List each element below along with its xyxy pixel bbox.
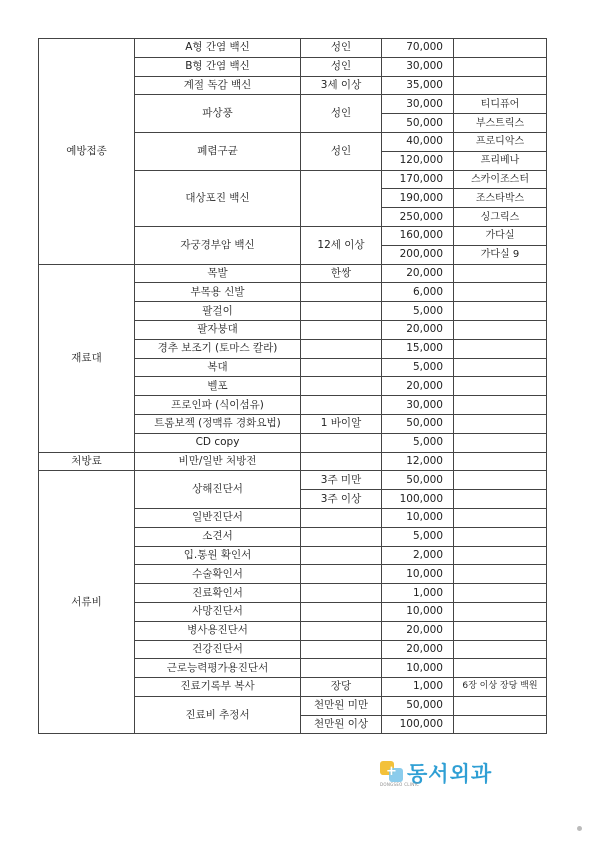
table-row (39, 264, 547, 283)
price-cell: 170,000 (382, 170, 454, 189)
price-cell: 250,000 (382, 208, 454, 227)
unit-cell (301, 170, 382, 226)
unit-cell (301, 602, 382, 621)
unit-cell (301, 283, 382, 302)
unit-cell: 성인 (301, 95, 382, 133)
note-cell (454, 715, 547, 734)
note-cell (454, 39, 547, 58)
item-name: A형 간염 백신 (135, 39, 301, 58)
unit-cell: 1 바이알 (301, 414, 382, 433)
note-cell: 부스트릭스 (454, 114, 547, 133)
unit-cell (301, 565, 382, 584)
unit-cell: 장당 (301, 678, 382, 697)
unit-cell (301, 640, 382, 659)
item-name: 트롬보젝 (정맥류 경화요법) (135, 414, 301, 433)
note-cell: 조스타박스 (454, 189, 547, 208)
unit-cell (301, 621, 382, 640)
table-row (39, 471, 547, 490)
price-cell: 30,000 (382, 57, 454, 76)
item-name: 목발 (135, 264, 301, 283)
price-cell: 190,000 (382, 189, 454, 208)
price-cell: 50,000 (382, 471, 454, 490)
price-cell: 1,000 (382, 678, 454, 697)
price-cell: 10,000 (382, 565, 454, 584)
item-name: 일반진단서 (135, 508, 301, 527)
price-cell: 160,000 (382, 226, 454, 245)
unit-cell: 3주 이상 (301, 490, 382, 509)
price-cell: 30,000 (382, 396, 454, 415)
item-name: 진료기록부 복사 (135, 678, 301, 697)
price-cell: 5,000 (382, 358, 454, 377)
note-cell (454, 377, 547, 396)
price-cell: 50,000 (382, 414, 454, 433)
note-cell: 6장 이상 장당 백원 (454, 678, 547, 697)
item-name: 수술확인서 (135, 565, 301, 584)
unit-cell: 3세 이상 (301, 76, 382, 95)
price-cell: 12,000 (382, 452, 454, 471)
note-cell (454, 339, 547, 358)
item-name: 계절 독감 백신 (135, 76, 301, 95)
item-name: 파상풍 (135, 95, 301, 133)
clinic-subtitle: DONGSEO CLINIC (380, 782, 420, 787)
price-cell: 15,000 (382, 339, 454, 358)
note-cell (454, 640, 547, 659)
price-cell: 20,000 (382, 320, 454, 339)
note-cell: 프리베나 (454, 151, 547, 170)
note-cell (454, 396, 547, 415)
note-cell (454, 565, 547, 584)
unit-cell (301, 396, 382, 415)
price-cell: 1,000 (382, 584, 454, 603)
note-cell (454, 264, 547, 283)
section-label: 재료대 (39, 264, 135, 452)
item-name: 자궁경부암 백신 (135, 226, 301, 264)
item-name: 병사용진단서 (135, 621, 301, 640)
item-name: 비만/일반 처방전 (135, 452, 301, 471)
note-cell (454, 320, 547, 339)
scan-dot (577, 826, 582, 831)
item-name: 건강진단서 (135, 640, 301, 659)
item-name: 진료비 추정서 (135, 696, 301, 734)
item-name: B형 간염 백신 (135, 57, 301, 76)
price-cell: 120,000 (382, 151, 454, 170)
unit-cell (301, 433, 382, 452)
section-label: 예방접종 (39, 39, 135, 265)
price-cell: 50,000 (382, 696, 454, 715)
price-cell: 30,000 (382, 95, 454, 114)
price-cell: 20,000 (382, 377, 454, 396)
item-name: 사망진단서 (135, 602, 301, 621)
note-cell (454, 602, 547, 621)
note-cell (454, 696, 547, 715)
note-cell (454, 302, 547, 321)
note-cell (454, 471, 547, 490)
unit-cell (301, 546, 382, 565)
item-name: 소견서 (135, 527, 301, 546)
unit-cell: 천만원 이상 (301, 715, 382, 734)
item-name: 벨포 (135, 377, 301, 396)
note-cell (454, 57, 547, 76)
price-cell: 2,000 (382, 546, 454, 565)
item-name: 근로능력평가용진단서 (135, 659, 301, 678)
item-name: 폐렴구균 (135, 132, 301, 170)
unit-cell (301, 358, 382, 377)
note-cell (454, 621, 547, 640)
price-cell: 6,000 (382, 283, 454, 302)
section-label: 서류비 (39, 471, 135, 734)
item-name: 대상포진 백신 (135, 170, 301, 226)
price-cell: 70,000 (382, 39, 454, 58)
price-cell: 10,000 (382, 602, 454, 621)
clinic-logo (380, 758, 492, 788)
unit-cell: 성인 (301, 39, 382, 58)
item-name: 입.통원 확인서 (135, 546, 301, 565)
note-cell: 싱그릭스 (454, 208, 547, 227)
unit-cell: 3주 미만 (301, 471, 382, 490)
note-cell (454, 527, 547, 546)
item-name: 부목용 신발 (135, 283, 301, 302)
price-cell: 40,000 (382, 132, 454, 151)
price-cell: 5,000 (382, 433, 454, 452)
note-cell (454, 508, 547, 527)
item-name: 프로인파 (식이섬유) (135, 396, 301, 415)
note-cell (454, 414, 547, 433)
unit-cell: 12세 이상 (301, 226, 382, 264)
unit-cell (301, 508, 382, 527)
note-cell: 가다실 (454, 226, 547, 245)
unit-cell (301, 320, 382, 339)
note-cell (454, 546, 547, 565)
price-cell: 5,000 (382, 527, 454, 546)
unit-cell: 성인 (301, 132, 382, 170)
item-name: 팔걸이 (135, 302, 301, 321)
note-cell: 스카이조스터 (454, 170, 547, 189)
note-cell (454, 452, 547, 471)
table-row (39, 39, 547, 58)
note-cell (454, 76, 547, 95)
price-cell: 200,000 (382, 245, 454, 264)
item-name: 팔자붕대 (135, 320, 301, 339)
note-cell: 티디퓨어 (454, 95, 547, 114)
price-cell: 20,000 (382, 640, 454, 659)
unit-cell (301, 659, 382, 678)
unit-cell (301, 527, 382, 546)
table-row (39, 452, 547, 471)
fee-table (38, 38, 547, 734)
section-label: 처방료 (39, 452, 135, 471)
item-name: 경추 보조기 (토마스 칼라) (135, 339, 301, 358)
price-cell: 10,000 (382, 508, 454, 527)
item-name: CD copy (135, 433, 301, 452)
item-name: 진료확인서 (135, 584, 301, 603)
unit-cell: 성인 (301, 57, 382, 76)
clinic-name: 동서외과 (407, 762, 493, 786)
price-cell: 20,000 (382, 621, 454, 640)
unit-cell (301, 339, 382, 358)
note-cell (454, 659, 547, 678)
unit-cell (301, 584, 382, 603)
note-cell (454, 584, 547, 603)
item-name: 상해진단서 (135, 471, 301, 509)
unit-cell: 한쌍 (301, 264, 382, 283)
note-cell: 프로디악스 (454, 132, 547, 151)
note-cell (454, 283, 547, 302)
note-cell (454, 490, 547, 509)
price-cell: 100,000 (382, 715, 454, 734)
note-cell (454, 358, 547, 377)
medical-cross-icon: + (380, 761, 404, 785)
price-cell: 35,000 (382, 76, 454, 95)
price-cell: 20,000 (382, 264, 454, 283)
unit-cell (301, 452, 382, 471)
unit-cell: 천만원 미만 (301, 696, 382, 715)
price-cell: 10,000 (382, 659, 454, 678)
price-cell: 100,000 (382, 490, 454, 509)
item-name: 복대 (135, 358, 301, 377)
unit-cell (301, 302, 382, 321)
price-cell: 5,000 (382, 302, 454, 321)
unit-cell (301, 377, 382, 396)
note-cell (454, 433, 547, 452)
note-cell: 가다실 9 (454, 245, 547, 264)
price-cell: 50,000 (382, 114, 454, 133)
